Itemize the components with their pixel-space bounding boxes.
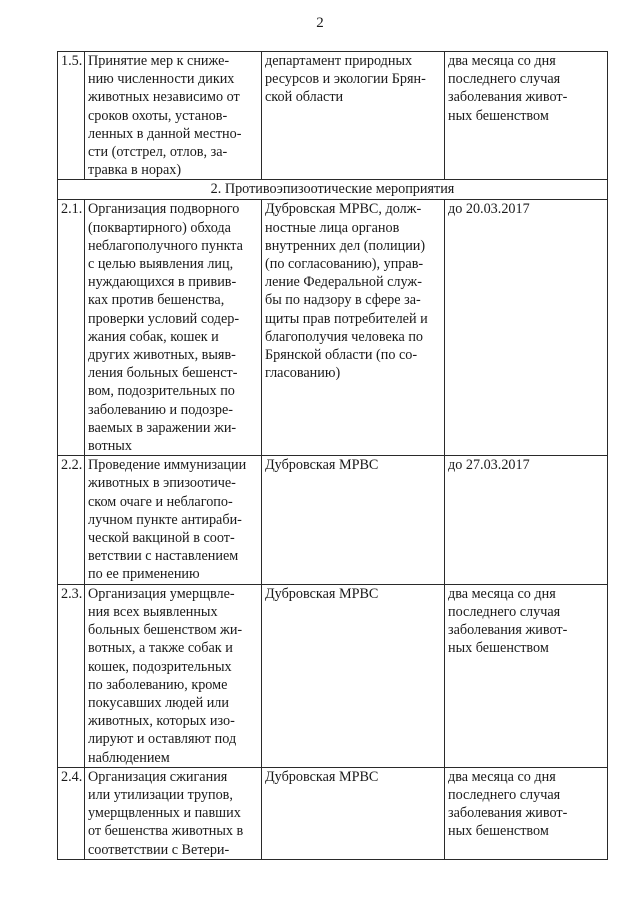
activity-cell xyxy=(85,584,262,767)
text-line: до 27.03.2017 xyxy=(448,457,530,474)
text-line: благополучия человека по xyxy=(265,328,424,345)
text-line: животных независимо от xyxy=(88,89,240,106)
text-line: других животных, выяв- xyxy=(88,347,236,364)
text-line: ресурсов и экологии Брян- xyxy=(265,71,426,88)
text-line: от бешенства животных в xyxy=(88,823,244,840)
deadline-cell xyxy=(445,456,608,584)
text-line: заболевания живот- xyxy=(448,805,568,822)
text-line: ветствии с наставлением xyxy=(88,548,239,565)
text-line: департамент природных xyxy=(265,53,413,69)
text-line: кошек, подозрительных xyxy=(88,658,232,675)
text-line: два месяца со дня xyxy=(448,53,556,69)
text-line: внутренних дел (полиции) xyxy=(265,237,426,254)
row-number: 2.3. xyxy=(58,584,85,767)
text-line: ных бешенством xyxy=(448,823,549,840)
text-line: нию численности диких xyxy=(88,71,235,88)
text-line: лируют и оставляют под xyxy=(88,731,237,748)
text-line: лучном пункте антираби- xyxy=(88,511,242,528)
text-line: вотных, а также собак и xyxy=(88,640,233,657)
text-line: вом, подозрительных по xyxy=(88,383,235,400)
text-line: по ее применению xyxy=(88,566,200,583)
text-line: сти (отстрел, отлов, за- xyxy=(88,144,228,161)
text-line: два месяца со дня xyxy=(448,585,556,602)
text-line: травка в норах) xyxy=(88,162,182,179)
text-line: два месяца со дня xyxy=(448,768,556,785)
text-line: проверки условий содер- xyxy=(88,310,240,327)
text-line: ском очаге и неблагопо- xyxy=(88,493,233,510)
measures-table xyxy=(57,51,608,860)
text-line: Организация подворного xyxy=(88,201,240,218)
text-line: Организация умерщвле- xyxy=(88,585,235,602)
row-number: 2.4. xyxy=(58,767,85,859)
text-line: Дубровская МРВС xyxy=(265,585,379,602)
text-line: ческой вакциной в соот- xyxy=(88,530,235,547)
text-line: ленных в данной местно- xyxy=(88,125,242,142)
text-line: соответствии с Ветери- xyxy=(88,841,230,858)
text-line: с целью выявления лиц, xyxy=(88,256,234,273)
table-row xyxy=(58,767,608,859)
text-line: заболеванию и подозре- xyxy=(88,401,233,418)
text-line: заболевания живот- xyxy=(448,89,568,106)
activity-cell xyxy=(85,456,262,584)
text-line: ках против бешенства, xyxy=(88,292,225,309)
text-line: животных, которых изо- xyxy=(88,713,235,730)
text-line: Организация сжигания xyxy=(88,768,228,785)
row-number: 2.2. xyxy=(58,456,85,584)
table-row xyxy=(58,456,608,584)
text-line: щиты прав потребителей и xyxy=(265,310,428,327)
text-line: последнего случая xyxy=(448,71,561,88)
responsible-cell xyxy=(262,200,445,456)
text-line: ской области xyxy=(265,89,344,106)
responsible-cell xyxy=(262,52,445,180)
table-row xyxy=(58,200,608,456)
text-line: ление Федеральной служ- xyxy=(265,274,422,291)
text-line: заболевания живот- xyxy=(448,622,568,639)
row-number: 2.1. xyxy=(58,200,85,456)
row-number: 1.5. xyxy=(58,52,85,180)
text-line: Принятие мер к сниже- xyxy=(88,53,230,69)
responsible-cell xyxy=(262,584,445,767)
text-line: неблагополучного пункта xyxy=(88,237,243,254)
table-row xyxy=(58,52,608,180)
text-line: ных бешенством xyxy=(448,107,549,124)
deadline-cell xyxy=(445,52,608,180)
text-line: Дубровская МРВС xyxy=(265,457,379,474)
text-line: или утилизации трупов, xyxy=(88,786,233,803)
text-line: Дубровская МРВС, долж- xyxy=(265,201,422,218)
text-line: ния всех выявленных xyxy=(88,603,218,620)
text-line: бы по надзору в сфере за- xyxy=(265,292,421,309)
text-line: ваемых в заражении жи- xyxy=(88,419,237,436)
activity-cell xyxy=(85,200,262,456)
text-line: вотных xyxy=(88,438,132,455)
text-line: гласованию) xyxy=(265,365,341,382)
text-line: последнего случая xyxy=(448,786,561,803)
text-line: ных бешенством xyxy=(448,640,549,657)
deadline-cell xyxy=(445,584,608,767)
text-line: ления больных бешенст- xyxy=(88,365,238,382)
responsible-cell xyxy=(262,767,445,859)
deadline-cell xyxy=(445,767,608,859)
text-line: жания собак, кошек и xyxy=(88,328,219,345)
text-line: ностные лица органов xyxy=(265,219,400,236)
activity-cell xyxy=(85,767,262,859)
text-line: (по согласованию), управ- xyxy=(265,256,424,273)
activity-cell xyxy=(85,52,262,180)
text-line: Проведение иммунизации xyxy=(88,457,247,474)
text-line: последнего случая xyxy=(448,603,561,620)
section-title: 2. Противоэпизоотические мероприятия xyxy=(58,180,608,200)
text-line: наблюдением xyxy=(88,749,170,766)
responsible-cell xyxy=(262,456,445,584)
text-line: нуждающихся в привив- xyxy=(88,274,237,291)
text-line: больных бешенством жи- xyxy=(88,622,243,639)
text-line: Дубровская МРВС xyxy=(265,768,379,785)
section-header-row xyxy=(58,180,608,200)
text-line: до 20.03.2017 xyxy=(448,201,530,218)
page-number: 2 xyxy=(316,15,324,31)
text-line: покусавших людей или xyxy=(88,694,229,711)
text-line: животных в эпизоотиче- xyxy=(88,475,236,492)
text-line: (поквартирного) обхода xyxy=(88,219,231,236)
text-line: по заболеванию, кроме xyxy=(88,676,228,693)
text-line: Брянской области (по со- xyxy=(265,347,418,364)
deadline-cell xyxy=(445,200,608,456)
text-line: умерщвленных и павших xyxy=(88,805,241,822)
table-row xyxy=(58,584,608,767)
text-line: сроков охоты, установ- xyxy=(88,107,228,124)
